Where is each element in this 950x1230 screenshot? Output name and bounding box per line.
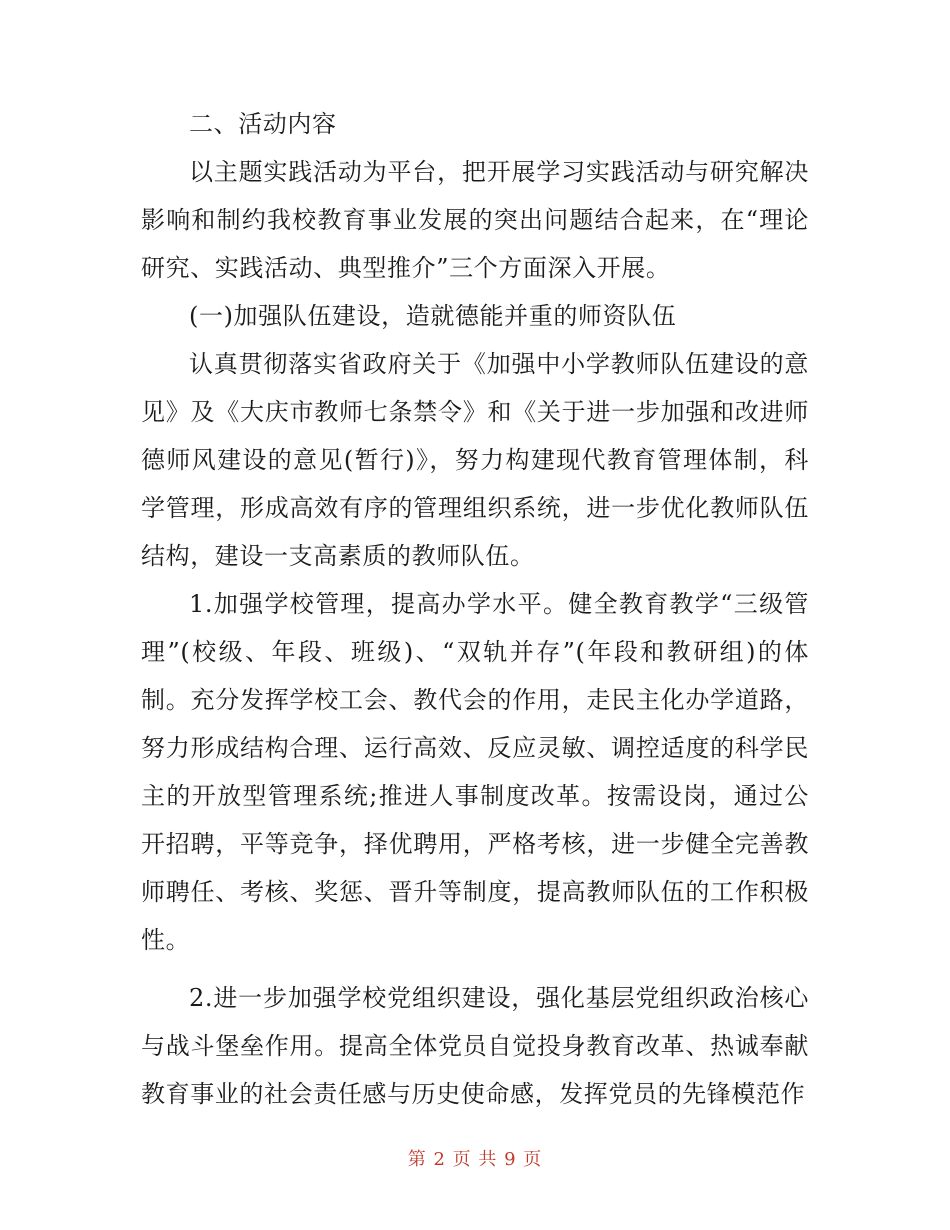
intro-paragraph: 以主题实践活动为平台，把开展学习实践活动与研究解决影响和制约我校教育事业发展的突出问题结合起来，在“理论研究、实践活动、典型推介”三个方面深入开展。 — [141, 158, 809, 282]
document-body — [141, 100, 809, 1118]
section-heading: 二、活动内容 — [189, 110, 337, 138]
policy-paragraph: 认真贯彻落实省政府关于《加强中小学教师队伍建设的意见》及《大庆市教师七条禁令》和《关于进一步加强和改进师德师风建设的意见(暂行)》，努力构建现代教育管理体制，科学管理，形成高效有序的管理组织系统，进一步优化教师队伍结构，建设一支高素质的教师队伍。 — [141, 350, 809, 570]
subsection-heading: (一)加强队伍建设，造就德能并重的师资队伍 — [189, 302, 677, 330]
page-number-footer: 第 2 页 共 9 页 — [407, 1149, 543, 1170]
item-2-paragraph: 2.进一步加强学校党组织建设，强化基层党组织政治核心与战斗堡垒作用。提高全体党员自觉投身教育改革、热诚奉献教育事业的社会责任感与历史使命感，发挥党员的先锋模范作 — [141, 984, 809, 1108]
item-1-paragraph: 1.加强学校管理，提高办学水平。健全教育教学“三级管理”(校级、年段、班级)、“双轨并存”(年段和教研组)的体制。充分发挥学校工会、教代会的作用，走民主化办学道路，努力形成结构合理、运行高效、反应灵敏、调控适度的科学民主的开放型管理系统;推进人事制度改革。按需设岗，通过公开招聘，平等竞争，择优聘用，严格考核，进一步健全完善教师聘任、考核、奖惩、晋升等制度，提高教师队伍的工作积极性。 — [141, 590, 809, 954]
